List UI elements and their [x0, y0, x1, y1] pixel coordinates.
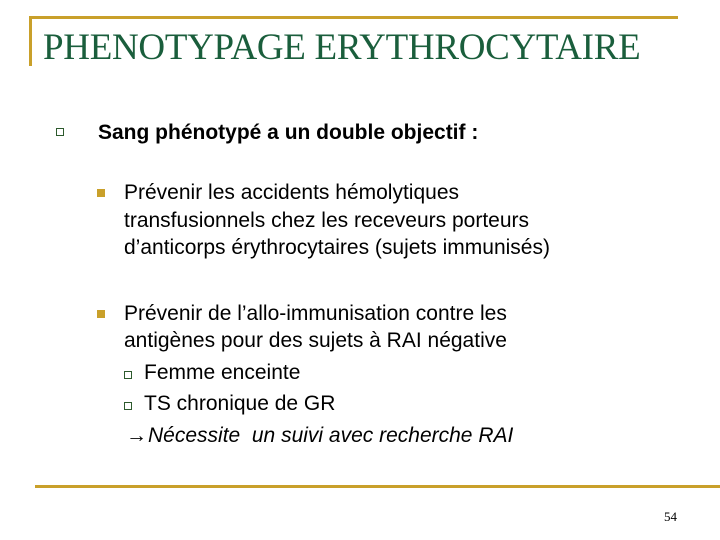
arrow-icon: →: [126, 424, 147, 447]
page-number: 54: [664, 509, 677, 524]
left-rule: [29, 16, 32, 66]
subitem-femme-enceinte: Femme enceinte: [144, 361, 301, 384]
objective-2-line-2: antigènes pour des sujets à RAI négative: [124, 329, 507, 352]
checkbox-bullet-icon: [56, 128, 64, 136]
conclusion: Nécessite un suivi avec recherche RAI: [148, 424, 514, 447]
checkbox-bullet-icon: [124, 402, 132, 410]
objective-2-line-1: Prévenir de l’allo-immunisation contre les: [124, 302, 507, 325]
main-point: Sang phénotypé a un double objectif :: [98, 121, 479, 144]
square-bullet-icon: [97, 189, 105, 197]
square-bullet-icon: [97, 310, 105, 318]
objective-1-line-1: Prévenir les accidents hémolytiques: [124, 181, 459, 204]
objective-1-line-2: transfusionnels chez les receveurs porteurs: [124, 209, 530, 232]
subitem-ts-chronique: TS chronique de GR: [144, 392, 336, 415]
bottom-rule: [35, 485, 720, 488]
top-rule: [29, 16, 678, 19]
checkbox-bullet-icon: [124, 371, 132, 379]
slide-title: PHENOTYPAGE ERYTHROCYTAIRE: [43, 27, 641, 68]
objective-1-line-3: d’anticorps érythrocytaires (sujets immunisés): [124, 236, 550, 259]
